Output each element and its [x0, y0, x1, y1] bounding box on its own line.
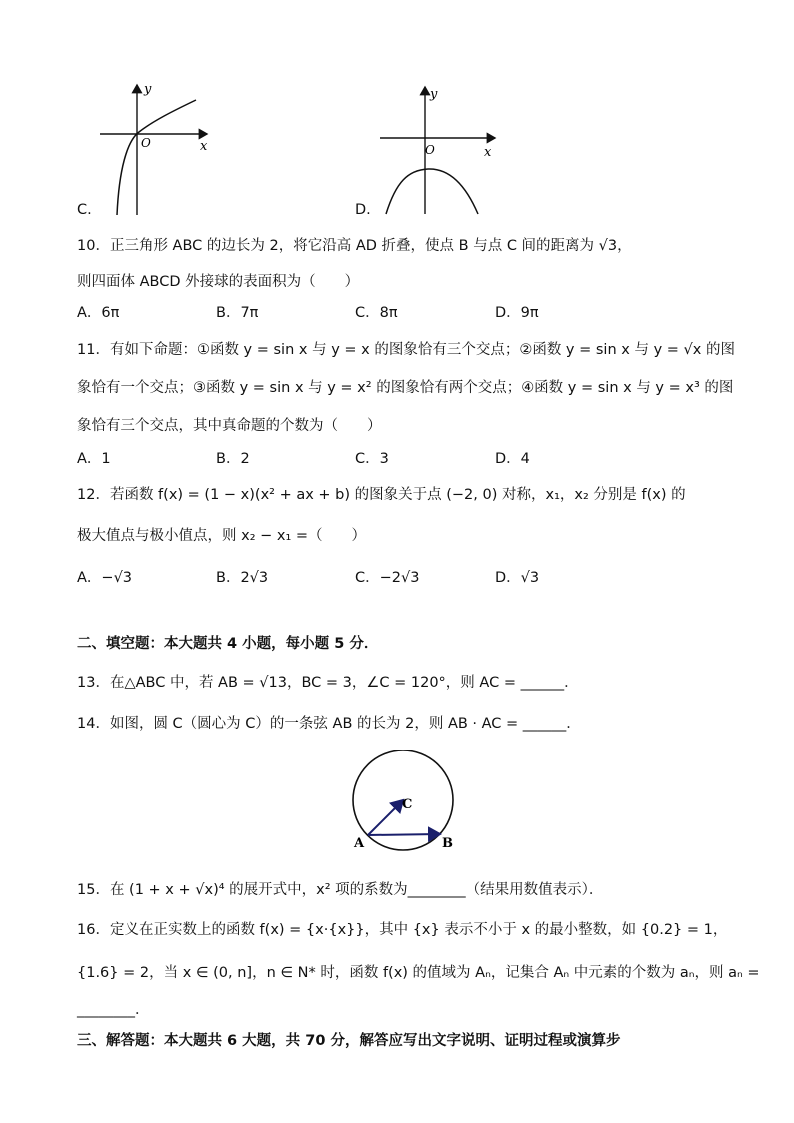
q10-option-d: D．9π: [495, 305, 539, 321]
q11-option-d: D．4: [495, 451, 530, 467]
q16-line3: ________．: [77, 1002, 150, 1018]
q12-line2: 极大值点与极小值点，则 x₂ − x₁ =（ ）: [77, 528, 367, 544]
section-2-heading: 二、填空题：本大题共 4 小题，每小题 5 分．: [77, 636, 379, 652]
point-b-label: B: [442, 836, 453, 851]
q11-option-b: B．2: [216, 451, 250, 467]
q12-option-c: C．−2√3: [355, 570, 420, 586]
curve-d: [386, 169, 478, 214]
y-label: y: [430, 87, 438, 102]
q11-option-a: A．1: [77, 451, 111, 467]
point-c-label: C: [402, 797, 413, 812]
section-3-heading: 三、解答题：本大题共 6 大题，共 70 分，解答应写出文字说明、证明过程或演算步: [77, 1033, 621, 1049]
graph-d-label: D.: [355, 202, 371, 218]
q11-line3: 象恰有三个交点，其中真命题的个数为（ ）: [77, 418, 382, 434]
vector-ac: [368, 800, 403, 835]
q10-line2: 则四面体 ABCD 外接球的表面积为（ ）: [77, 274, 360, 290]
vector-ab: [368, 834, 440, 835]
q11-line1: 11．有如下命题：①函数 y = sin x 与 y = x 的图象恰有三个交点；②函数 y = sin x 与 y = √x 的图: [77, 342, 735, 358]
q10-line1: 10．正三角形 ABC 的边长为 2，将它沿高 AD 折叠，使点 B 与点 C 间的距离为 √3，: [77, 238, 632, 254]
point-a-label: A: [354, 836, 365, 851]
q10-option-c: C．8π: [355, 305, 398, 321]
graph-d: [370, 82, 500, 217]
q12-option-a: A．−√3: [77, 570, 133, 586]
y-label: y: [144, 82, 152, 97]
q16-line1: 16．定义在正实数上的函数 f(x) = {x·{x}}，其中 {x} 表示不小于 x 的最小整数，如 {0.2} = 1，: [77, 922, 728, 938]
q11-line2: 象恰有一个交点；③函数 y = sin x 与 y = x² 的图象恰有两个交点；④函数 y = sin x 与 y = x³ 的图: [77, 380, 734, 396]
q12-option-b: B．2√3: [216, 570, 269, 586]
q14: 14．如图，圆 C（圆心为 C）的一条弦 AB 的长为 2，则 AB · AC = ______．: [77, 716, 581, 732]
q11-option-c: C．3: [355, 451, 389, 467]
q15: 15．在 (1 + x + √x)⁴ 的展开式中，x² 项的系数为________（结果用数值表示）．: [77, 882, 604, 898]
origin-label: O: [425, 143, 435, 157]
q12-option-d: D．√3: [495, 570, 540, 586]
circle-figure: [340, 750, 470, 860]
origin-label: O: [141, 136, 151, 150]
q16-line2: {1.6} = 2，当 x ∈ (0, n]，n ∈ N* 时，函数 f(x) 的值域为 Aₙ，记集合 Aₙ 中元素的个数为 aₙ，则 aₙ =: [77, 965, 760, 981]
q10-option-b: B．7π: [216, 305, 259, 321]
q13: 13．在△ABC 中，若 AB = √13，BC = 3，∠C = 120°，则 AC = ______．: [77, 675, 579, 691]
x-label: x: [484, 145, 492, 160]
graph-c: [95, 75, 225, 220]
graph-c-label: C.: [77, 202, 92, 218]
x-label: x: [200, 139, 208, 154]
q12-line1: 12．若函数 f(x) = (1 − x)(x² + ax + b) 的图象关于点 (−2, 0) 对称，x₁，x₂ 分别是 f(x) 的: [77, 487, 686, 503]
curve-c: [117, 100, 196, 215]
q10-option-a: A．6π: [77, 305, 120, 321]
